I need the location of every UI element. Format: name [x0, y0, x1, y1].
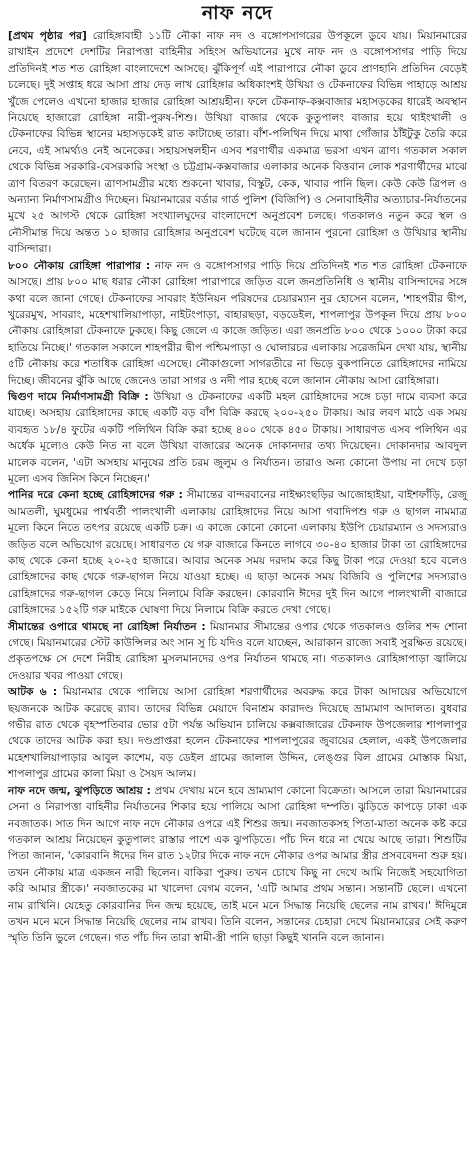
paragraph-text: উখিয়া ও টেকনাফের একটি মহল রোহিঙ্গাদের সঙ্গে চড়া দামে ব্যবসা করে যাচ্ছে। অসহায় রোহিঙ্গাদের কাছে একটি বড় বাঁশ বিক্রি করছে ২০০-২৫০ টাকায়। আর লবণ মাঠে এক সময় ব্যবহৃত ১৮/৪ ফুটের একটি পলিথিন বিক্রি করা হচ্ছে ৪০০ থেকে ৪৫০ টাকায়। সাধারণত এসব পলিথিন এর অর্ধেক মূল্যেও কেউ নিত না বলে উখিয়া বাজারের অনেক দোকানদার তথ্য দিয়েছেন। দোকানদার আবদুল মালেক বলেন, 'এটা অসহায় মানুষের প্রতি চরম জুলুম ও নির্যাতন। তারাও অন্য কোনো উপায় না দেখে চড়া মূল্যে এসব জিনিস কিনে নিচ্ছেন।'	[8, 390, 467, 485]
paragraph-text: নাফ নদ ও বঙ্গোপসাগর পাড়ি দিয়ে প্রতিদিনই শত শত রোহিঙ্গা টেকনাফে আসছে। প্রায় ৮০০ মাছ ধরার নৌকা রোহিঙ্গা পারাপারে জড়িত বলে জনপ্রতিনিধি ও স্থানীয় বাসিন্দাদের সঙ্গে কথা বলে জানা গেছে। টেকনাফের সাবরাং ইউনিয়ন পরিষদের চেয়ারম্যান নুর হোসেন বলেন, 'শাহপরীর দ্বীপ, খুরেরমুখ, সাবরাং, মহেশখালিয়াপাড়া, নাইটংপাড়া, বাহারছড়া, বড়ডেইল, শাপলাপুর উপকূল দিয়ে প্রায় ৮০০ নৌকায় রোহিঙ্গারা টেকনাফে ঢুকছে। কিছু জেলে এ কাজে জড়িত। এরা জনপ্রতি ৮০০ থেকে ১০০০ টাকা করে হাতিয়ে নিচ্ছে।' গতকাল সকালে শাহপরীর দ্বীপ পশ্চিমপাড়া ও ঘোলারচর এলাকায় সরেজমিন দেখা যায়, স্থানীয় ৫টি নৌকায় করে শতাধিক রোহিঙ্গা এসেছে। নৌকাগুলো সাগরতীরে না ভিড়ে বুকপানিতে রোহিঙ্গাদের নামিয়ে দিচ্ছে। জীবনের ঝুঁকি আছে জেনেও তারা সাগর ও নদী পার হচ্ছে বলে জানান নৌকায় আসা রোহিঙ্গারা।	[8, 259, 467, 387]
section-heading: আটক ৬ :	[8, 686, 58, 699]
paragraph-text: সীমান্তের বান্দরবানের নাইক্ষ্যংছড়ির আজোহাইয়া, বাইশফাঁড়ি, রেজু আমতলী, ঘুমধুমের পার্শ্ববর্তী পালংখালী এলাকায় রোহিঙ্গাদের নিয়ে আসা গবাদিপশু গরু ও ছাগল নামমাত্র মূল্যে কিনে নিতে তৎপর রয়েছে একটি চক্র। এ কাজে কোনো কোনো এলাকায় ইউপি চেয়ারম্যান ও সদস্যরাও জড়িত বলে অভিযোগ রয়েছে। সাধারণত যে গরু বাজারে কিনতে লাগবে ৩০-৪০ হাজার টাকা তা রোহিঙ্গাদের কাছ থেকে কেনা হচ্ছে ২০-২৫ হাজারে। আবার অনেক সময় দরদাম করে কিছু টাকা পরে দেওয়া হবে বলেও রোহিঙ্গাদের কাছ থেকে গরু-ছাগল নিয়ে যাওয়া হচ্ছে। এ ছাড়া অনেক সময় বিজিবি ও পুলিশের সদস্যরাও রোহিঙ্গাদের গরু-ছাগল কেড়ে নিয়ে নিলামে বিক্রি করছেন। কোরবানি ঈদের দুই দিন আগে পালংখালী বাজারে রোহিঙ্গাদের ১৫২টি গরু মাইকে ঘোষণা দিয়ে নিলামে বিক্রি করতে দেখা গেছে।	[8, 489, 468, 617]
paragraph-text: রোহিঙ্গাবাহী ১১টি নৌকা নাফ নদ ও বঙ্গোপসাগরের উপকূলে ডুবে যায়। মিয়ানমারের রাখাইন প্রদেশে দেশটির নিরাপত্তা বাহিনীর সহিংস অভিযানের মুখে নাফ নদ ও বঙ্গোপসাগর পাড়ি দিয়ে প্রতিদিনই শত শত রোহিঙ্গা বাংলাদেশে আসছে। ঝুঁকিপূর্ণ এই পারাপারে নৌকা ডুবে প্রাণহানি প্রতিদিন বেড়েই চলেছে। দুই সপ্তাহ ধরে আসা প্রায় দেড় লাখ রোহিঙ্গার অধিকাংশই উখিয়া ও টেকনাফের বিভিন্ন পাহাড়ে আশ্রয় খুঁজে পেলেও এখনো হাজার হাজার রোহিঙ্গা আশ্রয়হীন। ফলে টেকনাফ-কক্সবাজার মহাসড়কের ধারেই অবস্থান নিয়েছে হাজারো রোহিঙ্গা নারী-পুরুষ-শিশু। উখিয়া বাজার থেকে কুতুপালং বাজার হয়ে থাইংখালী ও টেকনাফের বিভিন্ন স্থানের মহাসড়কেই রাত কাটাচ্ছে তারা। বাঁশ-পলিথিন দিয়ে মাথা গোঁজার ঠাঁইটুকু তৈরি করে নেবে, এই সামর্থ্যও নেই অনেকের। সহায়সম্বলহীন এসব শরণার্থীর একমাত্র ভরসা এখন ত্রাণ। গতকাল সকাল থেকে বিভিন্ন সরকারি-বেসরকারি সংস্থা ও চট্টগ্রাম-কক্সবাজার এলাকার অনেক বিত্তবান লোক শরণার্থীদের মাঝে ত্রাণ বিতরণ করেছেন। ত্রাণসামগ্রীর মধ্যে শুকনো খাবার, বিস্কুট, কেক, খাবার পানি ছিল। কেউ কেউ ত্রিপল ও অন্যান্য নির্মাণসামগ্রীও দিচ্ছেন। মিয়ানমারের বর্ডার গার্ড পুলিশ (বিজিপি) ও সেনাবাহিনীর অত্যাচার-নির্যাতনের মুখে ২৫ আগস্ট থেকে রোহিঙ্গা সংখ্যালঘুদের বাংলাদেশে অনুপ্রবেশ চলছে। গতকালও নতুন করে স্থল ও নৌসীমান্ত দিয়ে অন্তত ১০ হাজার রোহিঙ্গার অনুপ্রবেশ ঘটেছে বলে জানান পুরনো রোহিঙ্গা ও উখিয়ার স্থানীয় বাসিন্দারা।	[8, 30, 467, 256]
section-heading: দ্বিগুণ দামে নির্মাণসামগ্রী বিক্রি :	[8, 390, 149, 403]
section-heading: পানির দরে কেনা হচ্ছে রোহিঙ্গাদের গরু :	[8, 489, 183, 502]
paragraph-text: মিয়ানমার সীমান্তের ওপার থেকে গতকালও গুলির শব্দ শোনা গেছে। মিয়ানমারের স্টেট কাউন্সিলর অং সান সু চি যদিও বলে যাচ্ছেন, আরাকান রাজ্যে সবাই সুরক্ষিত রয়েছে। প্রকৃতপক্ষে সে দেশে নিরীহ রোহিঙ্গা মুসলমানদের ওপর নির্যাতন থামছে না। গতকালও রোহিঙ্গাপাড়া জ্বালিয়ে দেওয়ার খবর পাওয়া গেছে।	[8, 620, 467, 682]
article-paragraph	[8, 684, 467, 782]
paragraph-text: মিয়ানমার থেকে পালিয়ে আসা রোহিঙ্গা শরণার্থীদের অবরুদ্ধ করে টাকা আদায়ের অভিযোগে ছয়জনকে আটক করেছে র‌্যাব। তাদের বিভিন্ন মেয়াদে বিনাশ্রম কারাদণ্ড দিয়েছে ভ্রাম্যমাণ আদালত। বুধবার গভীর রাত থেকে বৃহস্পতিবার ভোর ৫টা পর্যন্ত অভিযান চালিয়ে কক্সবাজারের টেকনাফ উপজেলার শাপলাপুর থেকে তাদের আটক করা হয়। দণ্ডপ্রাপ্তরা হলেন টেকনাফের শাপলাপুরের জুবায়ের হেলাল, একই উপজেলার মহেশখালিয়াপাড়ার আবুল কাশেম, বড় ডেইল গ্রামের জালাল উদ্দিন, লেঙ্গুর বিল গ্রামের মোস্তাক মিয়া, শাপলাপুর গ্রামের কালা মিয়া ও সৈয়দ আলম।	[8, 686, 467, 781]
section-heading: ৮০০ নৌকায় রোহিঙ্গা পারাপার :	[8, 259, 151, 272]
article-title: নাফ নদে	[201, 2, 274, 24]
article-paragraph	[8, 258, 467, 389]
article-paragraph	[8, 619, 467, 685]
article-paragraph	[8, 783, 467, 947]
article-paragraph	[8, 487, 467, 618]
article-paragraph	[8, 389, 467, 487]
section-heading: সীমান্তের ওপারে থামছে না রোহিঙ্গা নির্যাতন :	[8, 620, 206, 633]
paragraph-text: প্রথম দেখায় মনে হবে ভ্রাম্যমাণ কোনো বিক্রেতা। আসলে তারা মিয়ানমারের সেনা ও নিরাপত্তা বাহিনীর নির্যাতনের শিকার হয়ে পালিয়ে আসা রোহিঙ্গা দম্পতি। ঝুড়িতে কাপড়ে ঢাকা এক নবজাতক। সাত দিন আগে নাফ নদে নৌকার ওপরে এই শিশুর জন্ম। নবজাতকসহ পিতা-মাতা অনেক কষ্ট করে গতকাল আশ্রয় নিয়েছেন কুতুপালং রাস্তার পাশে এক ঝুপড়িতে। পাঁচ দিন ধরে না খেয়ে আছে তারা। শিশুটির পিতা জানান, 'কোরবানি ঈদের দিন রাত ১২টার দিকে নাফ নদে নৌকার ওপর আমার স্ত্রীর প্রসববেদনা শুরু হয়। তখন নৌকায় মাত্র একজন নারী ছিলেন। বাকিরা পুরুষ। তখন চোখে কিছু না দেখে আমি নিজেই সহযোগিতা করি আমার স্ত্রীকে।' নবজাতকের মা খালেদা বেগম বলেন, 'এটি আমার প্রথম সন্তান। সন্তানটি ছেলে। এখনো নাম রাখিনি। যেহেতু কোরবানির দিন জন্ম হয়েছে, তাই মনে মনে সিদ্ধান্ত নিয়েছি ছেলের নাম রাখব।' ঈদিমুন্নে তখন মনে মনে সিদ্ধান্ত নিয়েছি ছেলের নাম রাখব। তিনি বলেন, সন্তানের চেহারা দেখে মিয়ানমারের সেই করুণ স্মৃতি তিনি ভুলে গেছেন। গত পাঁচ দিন তারা স্বামী-স্ত্রী পানি ছাড়া কিছুই খাননি বলে জানান।	[8, 784, 468, 945]
section-heading: নাফ নদে জন্ম, ঝুপড়িতে আশ্রয় :	[8, 784, 151, 797]
section-heading: [প্রথম পৃষ্ঠার পর]	[8, 30, 87, 42]
article-paragraph	[8, 28, 467, 258]
